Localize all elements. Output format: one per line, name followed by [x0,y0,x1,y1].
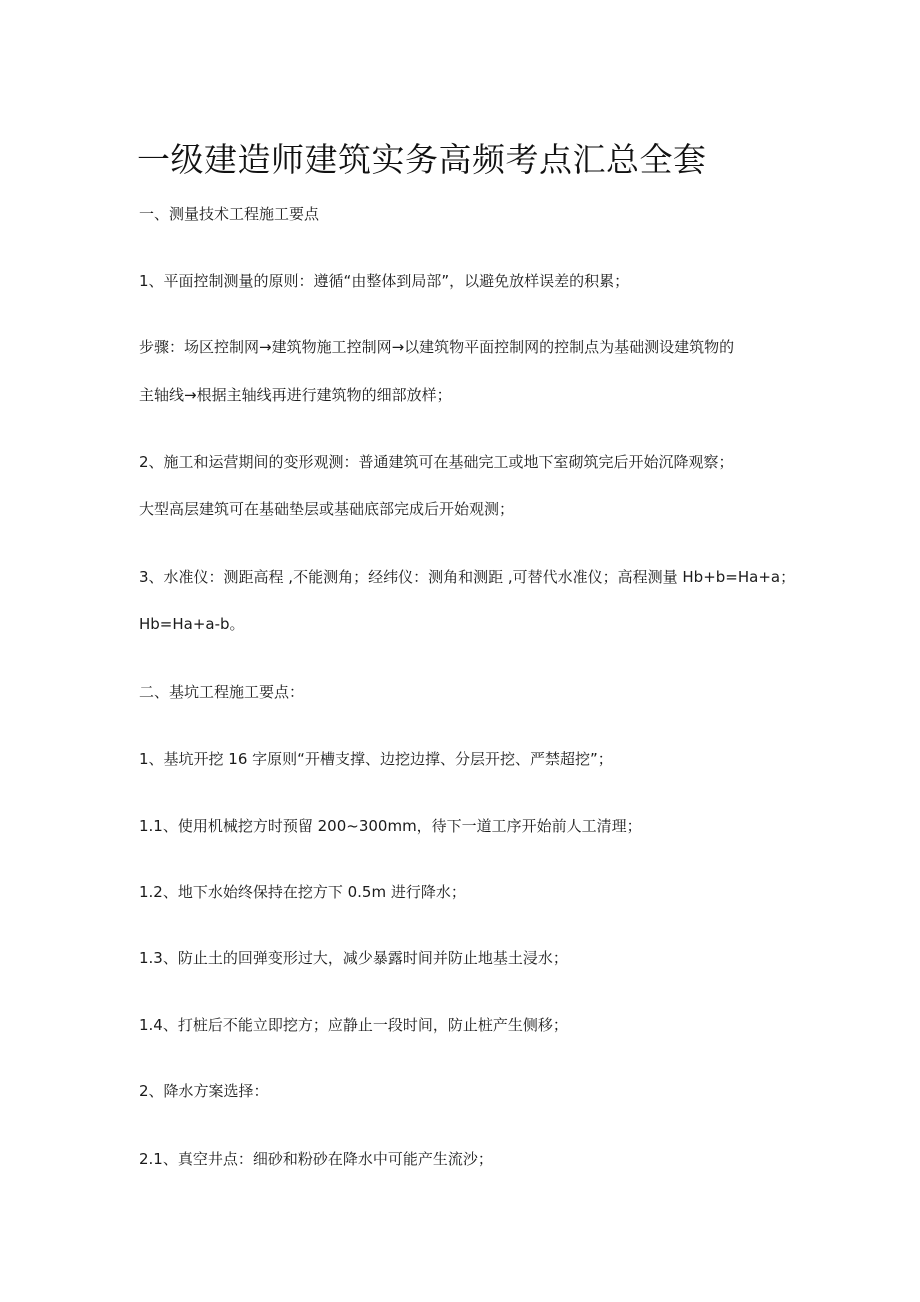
section-heading-foundation-pit: 二、基坑工程施工要点： [139,683,305,701]
paragraph-line: 大型高层建筑可在基础垫层或基础底部完成后开始观测； [139,500,515,518]
paragraph-line: 2.1、真空井点：细砂和粉砂在降水中可能产生流沙； [139,1150,493,1168]
paragraph-line: 1、基坑开挖 16 字原则“开槽支撑、边挖边撑、分层开挖、严禁超挖”； [139,750,613,768]
paragraph-line: 2、施工和运营期间的变形观测：普通建筑可在基础完工或地下室砌筑完后开始沉降观察； [139,453,734,471]
paragraph-line: 1.4、打桩后不能立即挖方；应静止一段时间，防止桩产生侧移； [139,1016,568,1034]
document-title: 一级建造师建筑实务高频考点汇总全套 [137,140,707,180]
paragraph-line: 1、平面控制测量的原则：遵循“由整体到局部”，以避免放样误差的积累； [139,272,630,290]
paragraph-line: 1.2、地下水始终保持在挖方下 0.5m 进行降水； [139,883,466,901]
paragraph-line: 1.3、防止土的回弹变形过大，减少暴露时间并防止地基土浸水； [139,949,568,967]
paragraph-line: 2、降水方案选择： [139,1082,269,1100]
paragraph-line: 3、水准仪：测距高程 ,不能测角；经纬仪：测角和测距 ,可替代水准仪；高程测量 Hb+b=Ha+a； [139,568,796,586]
paragraph-line: 1.1、使用机械挖方时预留 200~300mm，待下一道工序开始前人工清理； [139,817,642,835]
paragraph-line: Hb=Ha+a-b。 [139,615,245,633]
paragraph-line: 主轴线→根据主轴线再进行建筑物的细部放样； [139,386,452,404]
section-heading-surveying: 一、测量技术工程施工要点 [139,205,320,223]
paragraph-line: 步骤：场区控制网→建筑物施工控制网→以建筑物平面控制网的控制点为基础测设建筑物的 [139,338,735,356]
